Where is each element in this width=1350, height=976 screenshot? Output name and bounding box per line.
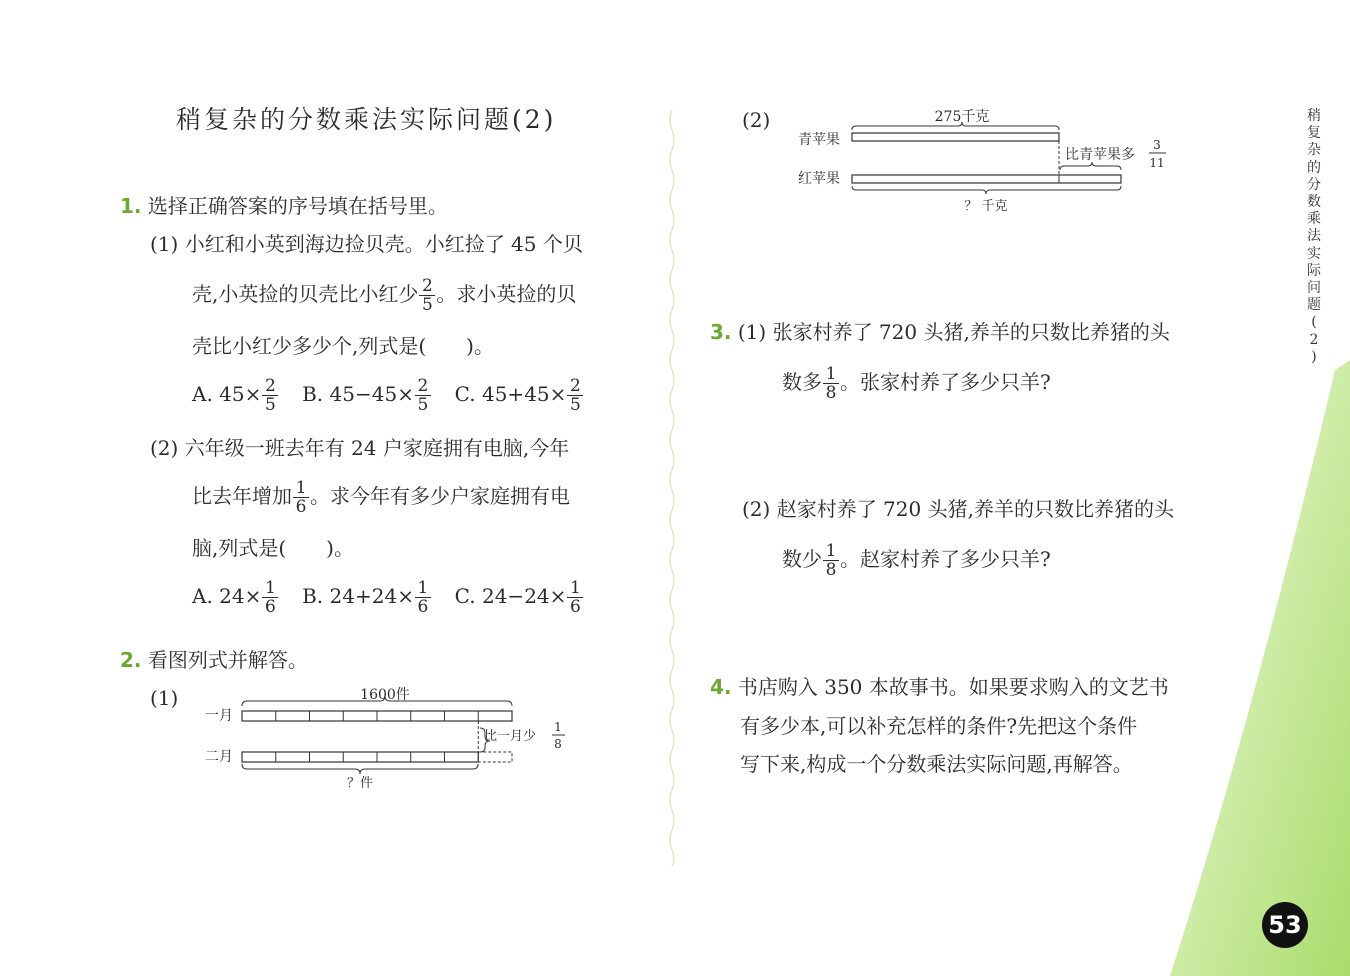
- sidebar-char: 杂: [1307, 142, 1321, 159]
- q3-part1-label: (1): [737, 320, 767, 344]
- option-expression: 24−24×: [481, 584, 567, 608]
- fraction: [294, 479, 308, 516]
- q3-part2-line2: [782, 537, 1051, 581]
- fraction-denominator: 5: [264, 395, 276, 415]
- q1-part1-label: (1): [150, 232, 179, 256]
- sidebar-char: 分: [1307, 176, 1321, 193]
- fraction: [568, 579, 582, 616]
- diagram1-row2-missing: [478, 752, 512, 762]
- fraction-numerator: 2: [417, 376, 429, 396]
- sidebar-char: 稍: [1307, 108, 1321, 124]
- page-number-badge: [1262, 902, 1308, 948]
- option-expression: 45+45×: [481, 382, 567, 406]
- option-expression: 45−45×: [329, 382, 414, 406]
- fraction: [824, 365, 838, 402]
- q2-diagram2-label: (2): [742, 108, 771, 132]
- fraction-denominator: 8: [825, 560, 837, 580]
- q3-part1-text: 数多: [782, 370, 822, 394]
- diagram2-side-brace: [1060, 162, 1121, 170]
- question-2-number: 2.: [120, 648, 142, 672]
- diagram2-bottom-label: ？ 千克: [964, 199, 1008, 214]
- option-a: [192, 578, 279, 617]
- sidebar-char: 的: [1307, 159, 1321, 176]
- diagram1-frac-n: 1: [554, 720, 562, 734]
- diagram2-row2-label: 红苹果: [798, 171, 840, 187]
- q3-part2-line1: [742, 497, 1174, 521]
- option-expression: 45×: [219, 382, 262, 406]
- fraction: [263, 377, 277, 414]
- option-b: [302, 376, 432, 415]
- q3-part1-text: 张家村养了 720 头猪,养羊的只数比养猪的头: [772, 320, 1170, 344]
- sidebar-char: 实: [1307, 245, 1321, 262]
- diagram2-frac-d: 11: [1149, 156, 1165, 170]
- q3-part1-text: 。张家村养了多少只羊?: [840, 370, 1051, 394]
- question-2-stem: 看图列式并解答。: [147, 648, 308, 672]
- diagram2-row1-label: 青苹果: [798, 132, 840, 148]
- diagram1-compare-text: 比一月少: [484, 729, 537, 744]
- option-label: B.: [302, 382, 324, 406]
- diagram1-bottom-label: ？件: [346, 776, 374, 790]
- diagram1-row2-label: 二月: [205, 749, 233, 765]
- q4-line1: [710, 675, 1169, 699]
- diagram2-bottom-brace: [852, 186, 1121, 194]
- q1-part1-text: 。求小英捡的贝: [436, 282, 577, 306]
- question-3-number: 3.: [710, 320, 732, 344]
- fraction-denominator: 6: [417, 597, 429, 617]
- fraction: [568, 377, 582, 414]
- q2-diagram-1: [195, 680, 595, 790]
- fraction-numerator: 1: [295, 478, 307, 498]
- diagram2-compare-text: 比青苹果多: [1065, 147, 1135, 163]
- fraction-numerator: 1: [825, 364, 837, 384]
- q1-part2-label: (2): [150, 436, 179, 460]
- option-a: [192, 376, 279, 415]
- fraction: [416, 377, 430, 414]
- q3-part2-label: (2): [742, 497, 771, 521]
- sidebar-char: ): [1311, 348, 1317, 365]
- option-c: [454, 578, 585, 617]
- fraction-denominator: 6: [569, 597, 581, 617]
- fraction-numerator: 1: [569, 578, 581, 598]
- page-title: 稍复杂的分数乘法实际问题(2): [176, 105, 557, 134]
- q1-part2-line3: 脑,列式是( )。: [192, 536, 354, 560]
- fraction: [263, 579, 277, 616]
- q2-diagram1-label: (1): [150, 686, 179, 710]
- diagram1-top-label: 1600件: [360, 687, 410, 703]
- q2-diagram-2: [790, 100, 1210, 220]
- q4-line3: 写下来,构成一个分数乘法实际问题,再解答。: [740, 752, 1133, 776]
- sidebar-char: 题: [1307, 297, 1321, 314]
- fraction-denominator: 8: [825, 383, 837, 403]
- corner-green-shape: [1170, 360, 1350, 976]
- fraction-numerator: 1: [417, 578, 429, 598]
- option-expression: 24×: [219, 584, 262, 608]
- diagram1-row2-bar: [242, 752, 478, 762]
- sidebar-vertical-title: [1303, 108, 1325, 366]
- q1-part2-options: [192, 574, 584, 618]
- diagram2-frac-n: 3: [1153, 138, 1161, 152]
- fraction: [416, 579, 430, 616]
- question-1-stem: 选择正确答案的序号填在括号里。: [147, 194, 448, 218]
- fraction-denominator: 6: [264, 597, 276, 617]
- q4-line2: 有多少本,可以补充怎样的条件?先把这个条件: [740, 714, 1138, 738]
- fraction: [824, 542, 838, 579]
- q1-part1-text: 壳,小英捡的贝壳比小红少: [192, 282, 419, 306]
- fraction-numerator: 2: [264, 376, 276, 396]
- sidebar-char: 法: [1307, 228, 1321, 245]
- q1-part2-text: 六年级一班去年有 24 户家庭拥有电脑,今年: [184, 436, 570, 460]
- sidebar-char: 复: [1307, 125, 1321, 142]
- q1-part1-text: 小红和小英到海边捡贝壳。小红捡了 45 个贝: [184, 232, 583, 256]
- fraction-denominator: 5: [417, 395, 429, 415]
- diagram1-bottom-brace: [242, 764, 478, 774]
- page-number: 53: [1268, 911, 1302, 939]
- sidebar-char: 际: [1307, 262, 1321, 279]
- sidebar-char: 2: [1309, 331, 1319, 348]
- q3-part1-line2: [782, 360, 1051, 404]
- q1-part1-line3: 壳比小红少多少个,列式是( )。: [192, 334, 494, 358]
- sidebar-char: 乘: [1307, 211, 1321, 228]
- fraction-denominator: 5: [569, 395, 581, 415]
- q3-part2-text: 。赵家村养了多少只羊?: [840, 547, 1051, 571]
- q1-part2-text: 。求今年有多少户家庭拥有电: [310, 484, 570, 508]
- option-b: [302, 578, 432, 617]
- diagram1-frac-d: 8: [554, 737, 562, 751]
- question-2-stem-line: [120, 648, 308, 672]
- diagram2-row1-bar: [852, 133, 1059, 141]
- option-label: C.: [454, 584, 476, 608]
- fraction-numerator: 1: [264, 578, 276, 598]
- question-1-stem-line: [120, 194, 448, 218]
- fraction-numerator: 2: [421, 276, 433, 296]
- fraction-denominator: 6: [295, 497, 307, 517]
- diagram2-row2-bar: [852, 175, 1121, 183]
- option-label: A.: [192, 584, 213, 608]
- q1-part2-text: 比去年增加: [192, 484, 292, 508]
- option-label: A.: [192, 382, 213, 406]
- option-label: C.: [454, 382, 476, 406]
- sidebar-char: (: [1311, 314, 1317, 331]
- sidebar-char: 数: [1307, 194, 1321, 211]
- q3-part2-text: 赵家村养了 720 头猪,养羊的只数比养猪的头: [776, 497, 1174, 521]
- q1-part2-line2: [192, 474, 570, 518]
- q1-part2-line1: [150, 436, 569, 460]
- option-expression: 24+24×: [329, 584, 414, 608]
- q4-text: 书店购入 350 本故事书。如果要求购入的文艺书: [737, 675, 1169, 699]
- question-1-number: 1.: [120, 194, 142, 218]
- q1-part1-line2: [192, 272, 576, 316]
- option-label: B.: [302, 584, 324, 608]
- fraction-numerator: 1: [825, 541, 837, 561]
- fraction: [420, 277, 434, 314]
- fraction-numerator: 2: [569, 376, 581, 396]
- q3-part2-text: 数少: [782, 547, 822, 571]
- fraction-denominator: 5: [421, 295, 433, 315]
- option-c: [454, 376, 585, 415]
- sidebar-char: 问: [1307, 280, 1321, 297]
- q1-part1-options: [192, 372, 584, 416]
- q1-part1-line1: [150, 232, 583, 256]
- question-4-number: 4.: [710, 675, 732, 699]
- diagram2-top-label: 275千克: [934, 109, 990, 125]
- diagram1-row1-label: 一月: [205, 708, 233, 724]
- q3-part1-line1: [710, 320, 1170, 344]
- column-divider: [670, 110, 674, 866]
